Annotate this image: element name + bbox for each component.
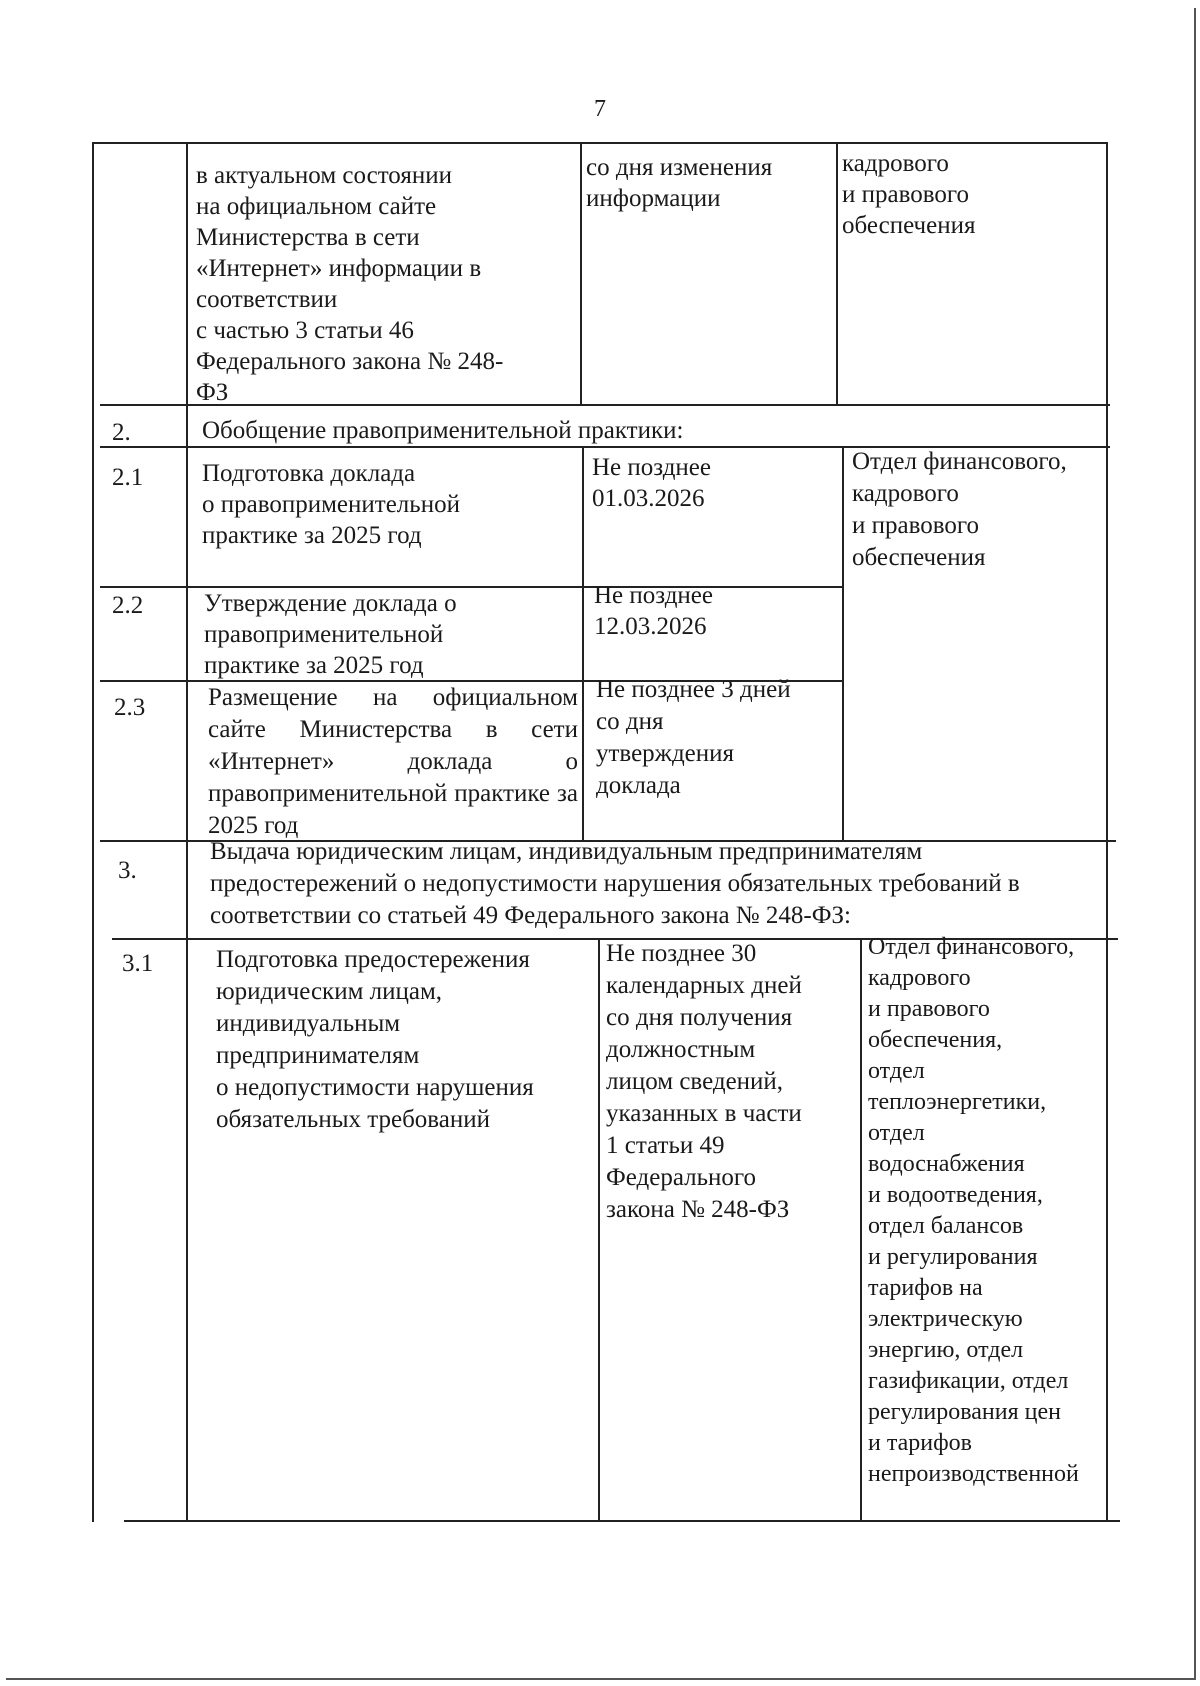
table-right-border xyxy=(1106,142,1108,1522)
continued-action-cell: в актуальном состоянии на официальном сайте Министерства в сети «Интернет» информации в соответствии с частью 3 статьи 46 Федерального закона № 248- ФЗ xyxy=(196,162,504,406)
column-divider xyxy=(582,446,584,840)
column-divider xyxy=(580,142,582,406)
table-top-border xyxy=(92,142,1108,144)
section-2-responsible: Отдел финансового, кадрового и правового обеспечения xyxy=(852,448,1067,571)
row-3-1-action: Подготовка предостережения юридическим лицам, индивидуальным предпринимателям о недопустимости нарушения обязательных требований xyxy=(216,946,534,1133)
column-divider xyxy=(842,446,844,840)
section-3-title: Выдача юридическим лицам, индивидуальным предпринимателям предостережений о недопустимости нарушения обязательных требований в соответствии со статьей 49 Федерального закона № 248-ФЗ: xyxy=(210,838,1020,929)
row-2-1-number: 2.1 xyxy=(112,464,144,491)
row-2-3-action: Размещение на официальном сайте Министерства в сети «Интернет» доклада о правоприменительной практике за 2025 год xyxy=(208,684,578,839)
table-bottom-border xyxy=(124,1520,1120,1522)
page-number: 7 xyxy=(594,96,606,122)
row-2-1-deadline: Не позднее 01.03.2026 xyxy=(592,454,711,512)
column-divider xyxy=(186,142,188,1522)
row-2-2-action: Утверждение доклада о правоприменительной практике за 2025 год xyxy=(204,590,457,679)
row-2-2-deadline: Не позднее 12.03.2026 xyxy=(594,582,713,640)
row-3-1-responsible: Отдел финансового, кадрового и правового обеспечения, отдел теплоэнергетики, отдел водоснабжения и водоотведения, отдел балансов и регулирования тарифов на электрическую энергию, отдел газификации, отдел регулирования цен и тарифов непроизводственной xyxy=(868,934,1079,1487)
section-2-title: Обобщение правоприменительной практики: xyxy=(202,417,684,444)
continued-deadline-cell: со дня изменения информации xyxy=(586,154,773,212)
row-2-3-deadline: Не позднее 3 дней со дня утверждения доклада xyxy=(596,676,791,799)
row-3-1-number: 3.1 xyxy=(122,950,154,977)
column-divider xyxy=(836,142,838,406)
row-2-1-action: Подготовка доклада о правоприменительной практике за 2025 год xyxy=(202,460,460,549)
continued-responsible-cell: кадрового и правового обеспечения xyxy=(842,150,976,239)
column-divider xyxy=(598,938,600,1522)
column-divider xyxy=(860,938,862,1522)
table-left-border xyxy=(92,142,94,1522)
row-2-2-number: 2.2 xyxy=(112,592,144,619)
section-3-number: 3. xyxy=(118,857,137,884)
row-2-3-number: 2.3 xyxy=(114,694,146,721)
section-2-number: 2. xyxy=(112,419,131,446)
row-3-1-deadline: Не позднее 30 календарных дней со дня получения должностным лицом сведений, указанных в части 1 статьи 49 Федерального закона № 248-ФЗ xyxy=(606,940,802,1223)
